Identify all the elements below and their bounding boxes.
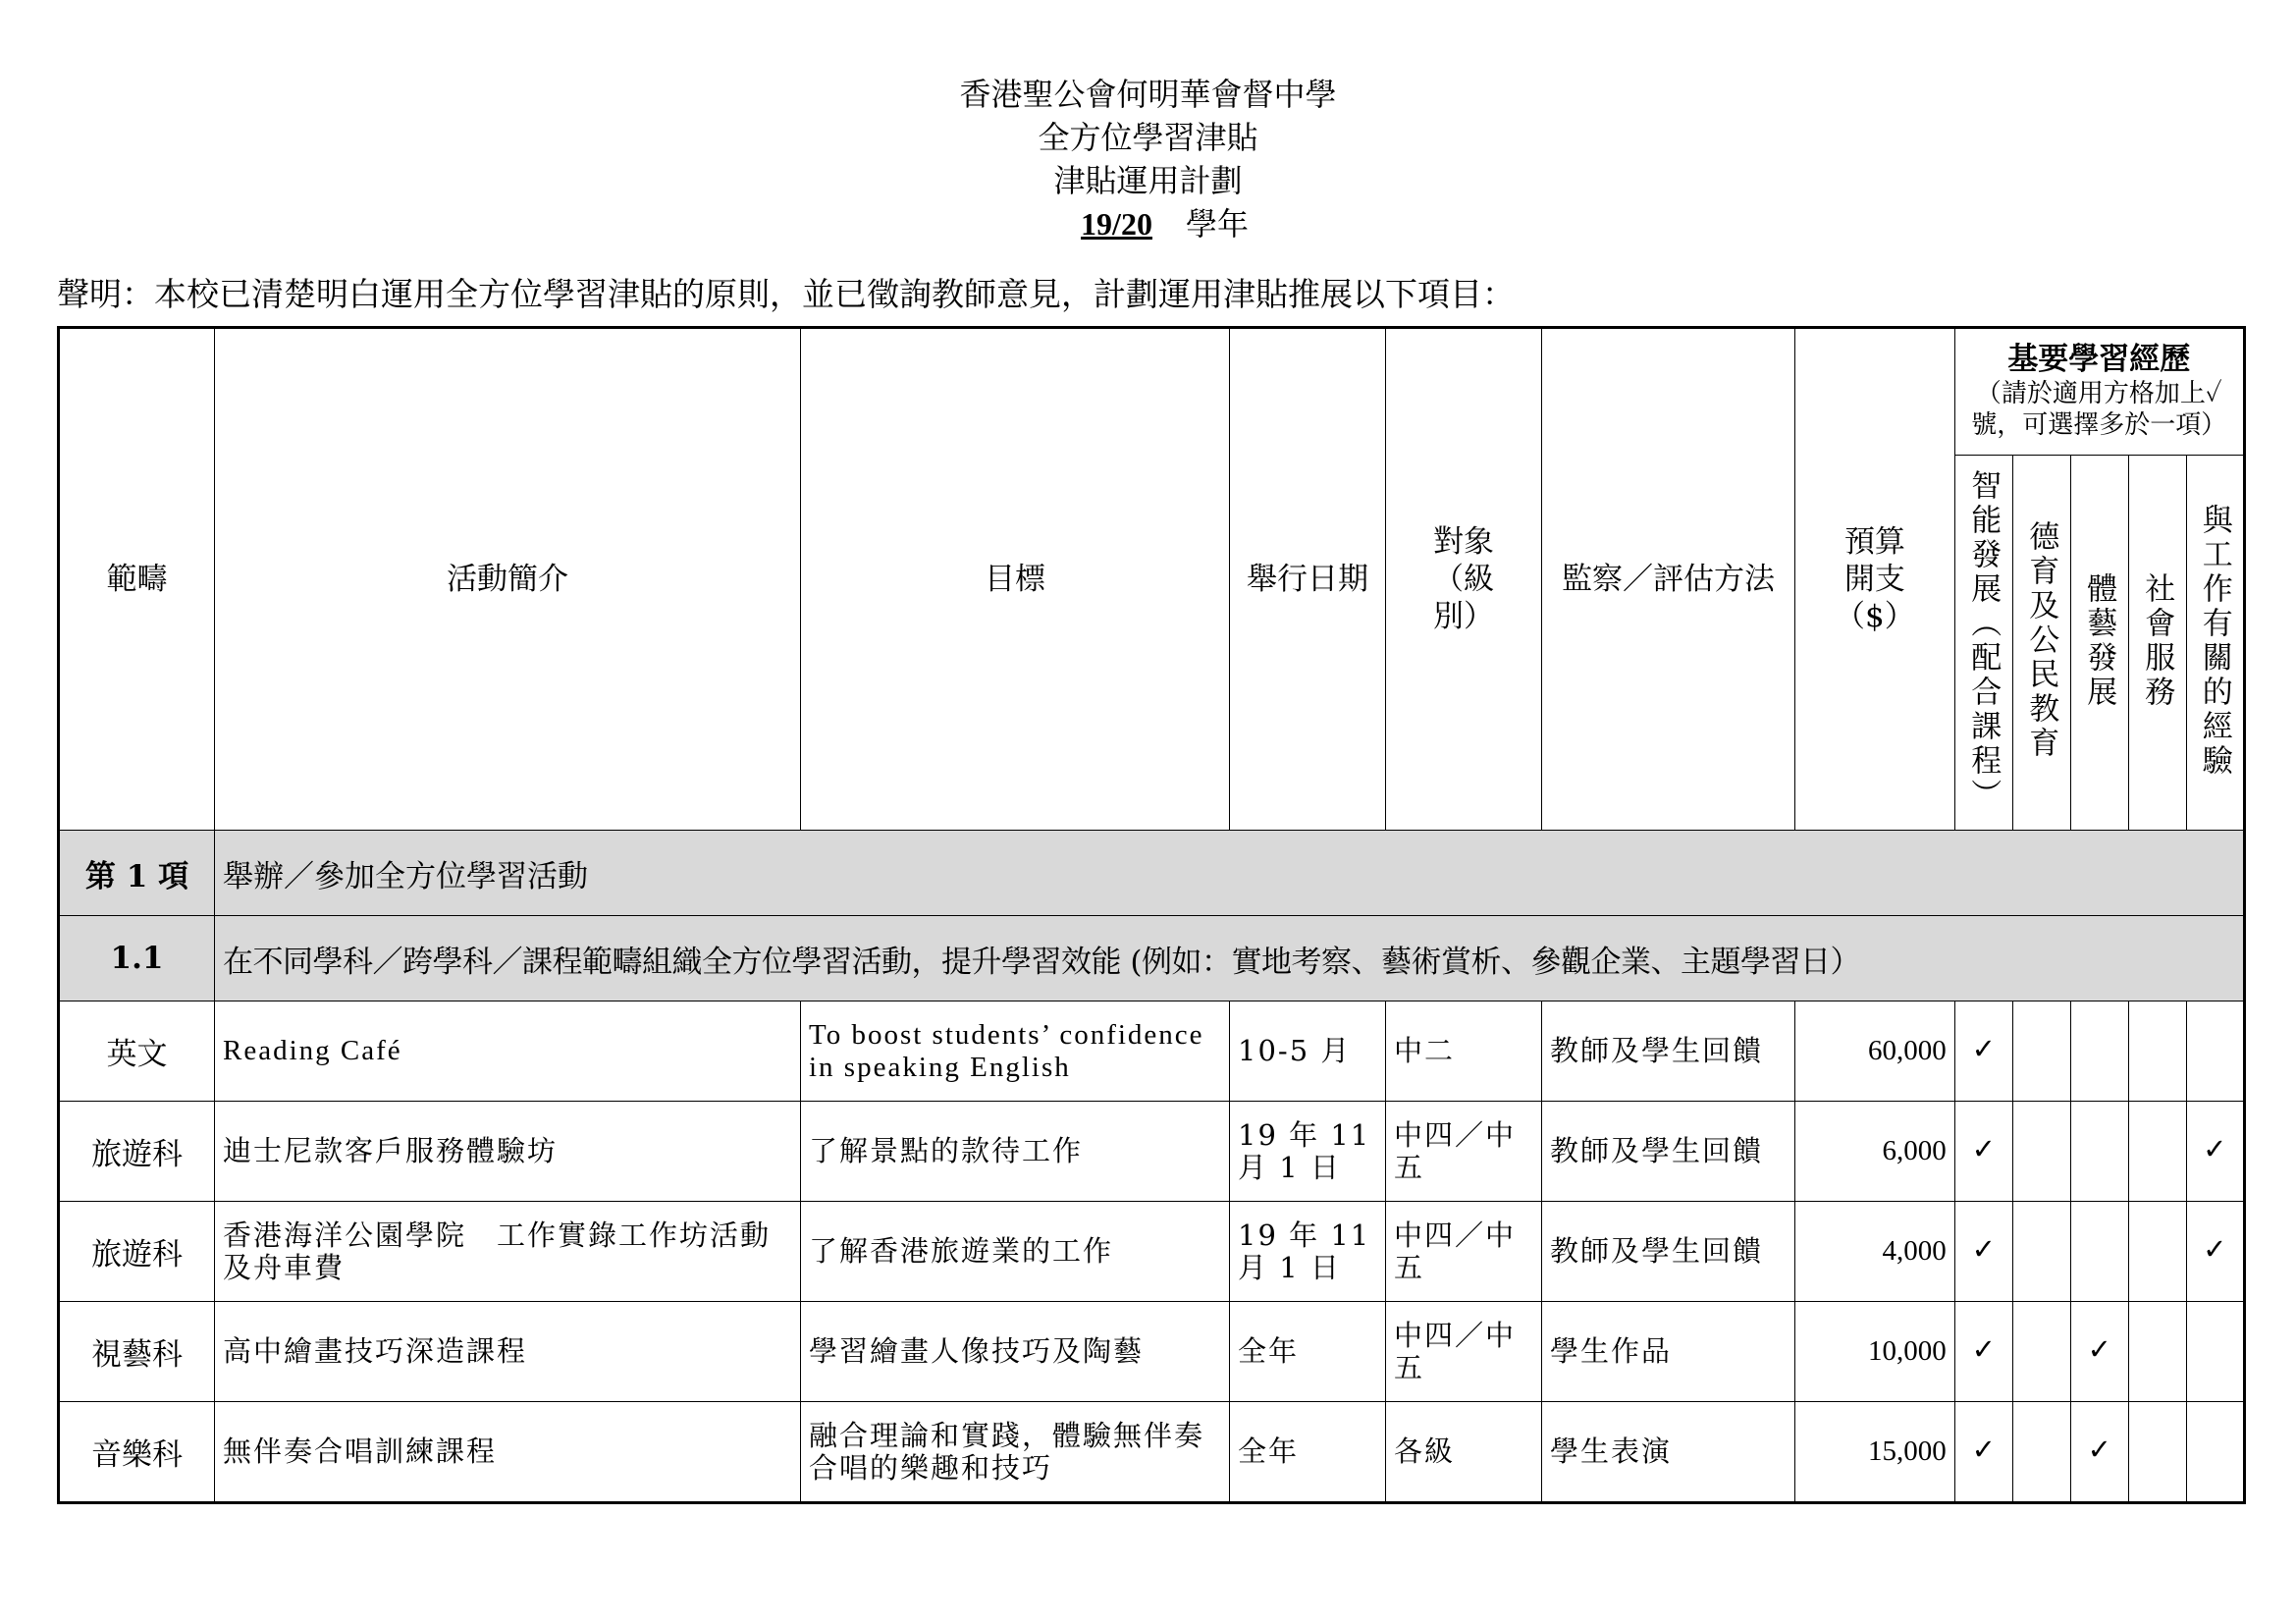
kle-tick-2: ✓ [2070,1302,2128,1402]
table-row [59,1202,2245,1302]
cell-area: 音樂科 [59,1402,215,1503]
cell-objective: 了解景點的款待工作 [801,1102,1230,1202]
kle-tick-0: ✓ [1954,1102,2012,1202]
cell-activity: 無伴奏合唱訓練課程 [215,1402,801,1503]
cell-activity: 高中繪畫技巧深造課程 [215,1302,801,1402]
cell-target: 各級 [1386,1402,1542,1503]
kle-tick-3 [2128,1202,2186,1302]
kle-title: 基要學習經歷 [2007,342,2191,377]
cell-activity: 香港海洋公園學院 工作實錄工作坊活動及舟車費 [215,1202,801,1302]
cell-date: 全年 [1230,1302,1386,1402]
kle-tick-4 [2186,1001,2244,1102]
kle-tick-3 [2128,1102,2186,1202]
cell-budget: 6,000 [1795,1102,1955,1202]
table-row [59,1402,2245,1503]
kle-tick-3 [2128,1302,2186,1402]
kle-tick-1 [2012,1402,2070,1503]
kle-tick-2 [2070,1102,2128,1202]
col-assessment-header: 監察／評估方法 [1542,328,1795,831]
kle-tick-4: ✓ [2186,1102,2244,1202]
kle-tick-4 [2186,1302,2244,1402]
cell-budget: 10,000 [1795,1302,1955,1402]
school-year-suffix: 學年 [1185,205,1249,243]
kle-tick-2 [2070,1001,2128,1102]
kle-tick-3 [2128,1402,2186,1503]
cell-area: 旅遊科 [59,1102,215,1202]
section-row-1-1 [59,916,2245,1001]
kle-tick-4 [2186,1402,2244,1503]
kle-header [1954,328,2244,456]
kle-tick-0: ✓ [1954,1202,2012,1302]
cell-date: 10-5 月 [1230,1001,1386,1102]
kle-col-career-related: 與工作有關的經驗 [2186,456,2244,831]
declaration: 聲明：本校已清楚明白運用全方位學習津貼的原則，並已徵詢教師意見，計劃運用津貼推展以下項目： [57,275,1515,313]
kle-tick-0: ✓ [1954,1001,2012,1102]
cell-assessment: 學生表演 [1542,1402,1795,1503]
col-activity-header: 活動簡介 [215,328,801,831]
cell-area: 旅遊科 [59,1202,215,1302]
kle-col-community-service: 社會服務 [2128,456,2186,831]
activity-rows [59,1001,2245,1503]
col-budget-header: 預算開支（$） [1795,328,1955,831]
school-year [0,202,2296,245]
school-year-value: 19/20 [1081,206,1152,242]
kle-col-arts-physical: 體藝發展 [2070,456,2128,831]
cell-date: 19 年 11 月 1 日 [1230,1202,1386,1302]
cell-assessment: 教師及學生回饋 [1542,1102,1795,1202]
section-code: 第 1 項 [59,831,215,916]
kle-tick-0: ✓ [1954,1302,2012,1402]
kle-col-moral-civic: 德育及公民教育 [2012,456,2070,831]
cell-area: 英文 [59,1001,215,1102]
plan-table [57,326,2246,1504]
subsection-title: 在不同學科／跨學科／課程範疇組織全方位學習活動，提升學習效能 (例如：實地考察、藝術賞析、參觀企業、主題學習日） [215,916,2245,1001]
cell-assessment: 教師及學生回饋 [1542,1001,1795,1102]
kle-col-intellectual: 智能發展（配合課程） [1954,456,2012,831]
kle-tick-1 [2012,1202,2070,1302]
cell-objective: 融合理論和實踐，體驗無伴奏合唱的樂趣和技巧 [801,1402,1230,1503]
kle-tick-2 [2070,1202,2128,1302]
cell-objective: To boost students’ confidence in speaking English [801,1001,1230,1102]
col-area-header: 範疇 [59,328,215,831]
cell-assessment: 學生作品 [1542,1302,1795,1402]
subsection-code: 1.1 [59,916,215,1001]
cell-target: 中四／中五 [1386,1102,1542,1202]
cell-budget: 4,000 [1795,1202,1955,1302]
cell-assessment: 教師及學生回饋 [1542,1202,1795,1302]
cell-date: 全年 [1230,1402,1386,1503]
kle-tick-1 [2012,1102,2070,1202]
kle-tick-4: ✓ [2186,1202,2244,1302]
kle-tick-1 [2012,1302,2070,1402]
cell-activity: 迪士尼款客戶服務體驗坊 [215,1102,801,1202]
table-row [59,1102,2245,1202]
kle-tick-1 [2012,1001,2070,1102]
col-date-header: 舉行日期 [1230,328,1386,831]
cell-area: 視藝科 [59,1302,215,1402]
table-row [59,1001,2245,1102]
section-title: 舉辦／參加全方位學習活動 [215,831,2245,916]
cell-budget: 15,000 [1795,1402,1955,1503]
section-row-1 [59,831,2245,916]
cell-budget: 60,000 [1795,1001,1955,1102]
grant-name: 全方位學習津貼 [1038,119,1258,156]
table-row [59,1302,2245,1402]
cell-objective: 了解香港旅遊業的工作 [801,1202,1230,1302]
cell-target: 中四／中五 [1386,1202,1542,1302]
kle-tick-0: ✓ [1954,1402,2012,1503]
col-target-header: 對象（級別） [1386,328,1542,831]
header-row-1 [59,328,2245,456]
document-title [0,73,2296,245]
cell-activity: Reading Café [215,1001,801,1102]
kle-tick-3 [2128,1001,2186,1102]
cell-target: 中二 [1386,1001,1542,1102]
kle-tick-2: ✓ [2070,1402,2128,1503]
school-name: 香港聖公會何明華會督中學 [959,76,1337,113]
kle-note: （請於適用方格加上✓號，可選擇多於一項） [1971,379,2227,440]
cell-target: 中四／中五 [1386,1302,1542,1402]
cell-objective: 學習繪畫人像技巧及陶藝 [801,1302,1230,1402]
cell-date: 19 年 11 月 1 日 [1230,1102,1386,1202]
col-objective-header: 目標 [801,328,1230,831]
plan-title: 津貼運用計劃 [1053,162,1243,199]
